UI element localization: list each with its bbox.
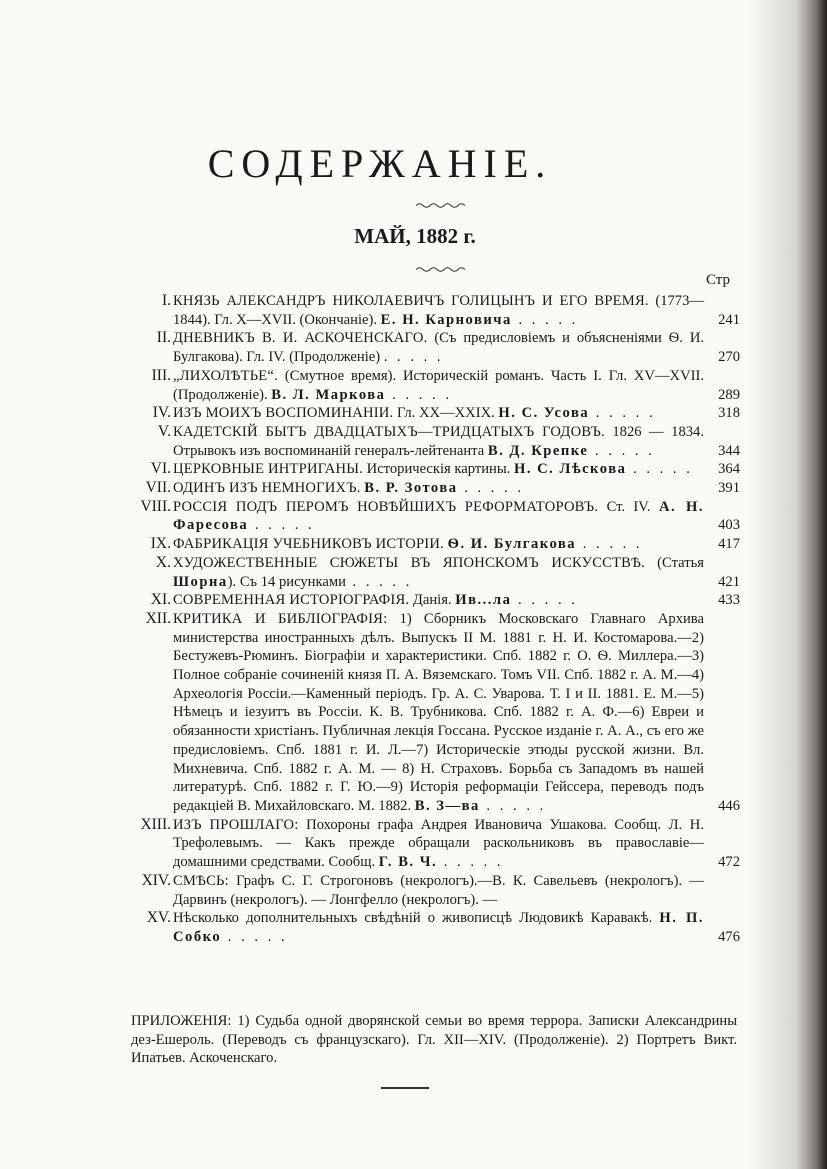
entry-text: 1826 — 1834. Отрывокъ изъ воспоминаній генералъ-лейтенанта xyxy=(173,423,704,459)
entry-title: КАДЕТСКІЙ БЫТЪ ДВАДЦАТЫХЪ—ТРИДЦАТЫХЪ ГОДОВЪ. xyxy=(173,423,605,440)
entry-page-number: 476 xyxy=(718,928,740,945)
leader-dots: . . . . . xyxy=(248,517,315,534)
entry-page-number: 289 xyxy=(718,386,740,403)
entry-text: ). Съ 14 рисунками xyxy=(227,573,346,590)
entry-title: ХУДОЖЕСТВЕННЫЕ СЮЖЕТЫ ВЪ ЯПОНСКОМЪ ИСКУССТВѢ. xyxy=(173,554,645,571)
entry-author: А. Н. Фаресова xyxy=(173,498,704,534)
entry-page-number: 403 xyxy=(718,517,740,534)
end-rule xyxy=(381,1087,429,1089)
leader-dots: . . . . . xyxy=(511,592,578,609)
table-of-contents xyxy=(126,292,740,947)
entry-number: XI. xyxy=(150,591,171,609)
entry-page-number: 241 xyxy=(718,311,740,328)
leader-dots: . . . . . xyxy=(626,461,693,478)
entry-number: IV. xyxy=(152,404,171,422)
entry-author: Ѳ. И. Булгакова xyxy=(447,536,577,553)
page-title: СОДЕРЖАНІЕ. xyxy=(207,141,553,186)
entry-title: ЦЕРКОВНЫЕ ИНТРИГАНЫ. xyxy=(173,461,363,478)
entry-number: X. xyxy=(155,553,171,571)
entry-number: VII. xyxy=(145,479,171,497)
entry-number: XIII. xyxy=(140,815,171,833)
entry-number: V. xyxy=(157,422,171,440)
entry-title: РОССІЯ ПОДЪ ПЕРОМЪ НОВѢЙШИХЪ РЕФОРМАТОРОВЪ. xyxy=(173,498,599,515)
entry-number: I. xyxy=(161,292,171,309)
toc-entry xyxy=(126,554,740,591)
leader-dots: . . . . . xyxy=(437,854,504,871)
leader-dots: . . . . . xyxy=(479,797,547,814)
leader-dots: . . . . . xyxy=(511,311,579,328)
toc-entry xyxy=(126,591,740,610)
page-column-label: Стр xyxy=(706,272,731,288)
entry-author: Н. С. Лѣскова xyxy=(513,461,627,478)
entry-author: В. Л. Маркова xyxy=(271,386,386,403)
entry-author: В. Д. Крепке xyxy=(487,442,589,459)
entry-text: Нѣсколько дополнительныхъ свѣдѣній о живописцѣ Людовикѣ Каравакѣ. xyxy=(173,910,660,927)
entry-text: (1773—1844). Гл. X—XVII. (Окончаніе). xyxy=(173,293,704,328)
entry-title: ИЗЪ ПРОШЛАГО: xyxy=(173,816,299,833)
toc-entry xyxy=(126,292,740,329)
entry-title: КНЯЗЬ АЛЕКСАНДРЪ НИКОЛАЕВИЧЪ ГОЛИЦЫНЪ И ЕГО ВРЕМЯ. xyxy=(173,293,649,309)
page-edge-shadow xyxy=(749,0,827,1169)
ornament-divider xyxy=(415,202,467,209)
toc-entry xyxy=(126,816,740,872)
entry-author: В. Р. Зотова xyxy=(364,480,458,497)
entry-author: Н. П. Собко xyxy=(173,910,704,945)
entry-text: Похороны графа Андрея Ивановича Ушакова. Сообщ. Л. Н. Трефолевымъ. — Какъ прежде обращали раскольниковъ въ православіе—домашними средствами. Сообщ. xyxy=(173,816,704,871)
entry-author: Е. Н. Карновича xyxy=(380,311,512,328)
entry-number: III. xyxy=(151,366,171,384)
entry-author: Г. В. Ч. xyxy=(378,854,438,871)
entry-page-number: 391 xyxy=(718,480,740,497)
entry-author: Н. С. Усова xyxy=(498,405,590,422)
entry-author: Шорна xyxy=(173,573,228,590)
toc-entry xyxy=(126,329,740,366)
entry-text: Графъ С. Г. Строгоновъ (некрологъ).—В. К. Савельевъ (некрологъ). — Дарвинъ (некрологъ). — Лонгфелло (некрологъ). — xyxy=(173,872,704,908)
leader-dots: . . . . . xyxy=(576,536,643,553)
entry-text: Историческія картины. xyxy=(363,461,514,478)
entry-title: ИЗЪ МОИХЪ ВОСПОМИНАНІИ. xyxy=(173,405,394,422)
entry-title: СМѢСЬ: xyxy=(173,872,229,889)
entry-number: IX. xyxy=(150,535,171,553)
entry-title: КРИТИКА И БИБЛІОГРАФІЯ: xyxy=(173,610,388,627)
issue-date: МАЙ, 1882 г. xyxy=(354,224,476,248)
entry-author: В. З—ва xyxy=(414,797,480,814)
entry-page-number: 472 xyxy=(718,854,740,871)
entry-page-number: 270 xyxy=(718,349,740,366)
entry-title: ДНЕВНИКЪ В. И. АСКОЧЕНСКАГО. xyxy=(173,330,428,347)
entry-title: ОДИНЪ ИЗЪ НЕМНОГИХЪ. xyxy=(173,480,361,497)
leader-dots: . . . . . xyxy=(385,386,452,403)
entry-text: 1) Сборникъ Московскаго Главнаго Архива министерства иностранныхъ дѣлъ. Выпускъ II М. 1881 г. Н. И. Костомарова.—2) Бестужевъ-Рюминъ. Біографіи и характеристики. Спб. 1882 г. О. Ѳ. Миллера.—3) Полное собраніе сочиненій князя П. А. Вяземскаго. Томъ VII. Спб. 1882 г. А. М.—4) Археологія Россіи.—Каменный періодъ. Гр. А. С. Уварова. Т. I и II. 1881. Е. М.—5) Нѣмецъ и іезуитъ въ Россіи. К. В. Трубникова. Спб. 1882 г. А. Ф.—6) Евреи и обязанности христіанъ. Публичная лекція Госсана. Русское изданіе г. А. А., съ его же предисловіемъ. Спб. 1881 г. И. Л.—7) Историческіе этюды русской жизни. Вл. Михневича. Спб. 1882 г. А. М. — 8) Н. Страховъ. Борьба съ Западомъ въ нашей литературѣ. Спб. 1882 г. Г. Ю.—9) Исторія реформаціи Гейссера, переводъ подъ редакціей В. Михайловскаго. М. 1882. xyxy=(173,610,704,814)
entry-number: XIV. xyxy=(141,871,171,889)
entry-number: XV. xyxy=(146,909,171,927)
entry-author: Ив...ла xyxy=(455,592,512,609)
leader-dots: . . . . . xyxy=(221,928,288,945)
entry-number: XII. xyxy=(145,609,171,627)
appendix-text: ПРИЛОЖЕНІЯ: 1) Судьба одной дворянской семьи во время террора. Записки Александрины дез-Ешероль. (Переводъ съ французскаго). Гл. XII—XIV. (Продолженіе). 2) Портретъ Викт. Ипатьев. Аскоченскаго. xyxy=(131,1013,737,1067)
leader-dots: . . . . . xyxy=(588,442,655,459)
entry-title: ФАБРИКАЦІЯ УЧЕБНИКОВЪ ИСТОРІИ. xyxy=(173,536,444,553)
leader-dots: . . . . . xyxy=(383,349,444,366)
toc-entry xyxy=(126,909,740,946)
entry-page-number: 421 xyxy=(718,573,740,590)
ornament-divider xyxy=(415,266,467,273)
entry-text: (Смутное время). Историческій романъ. Часть I. Гл. XV—XVII. (Продолженіе). xyxy=(173,367,704,403)
entry-text: (Съ предисловіемъ и объясненіями Ѳ. И. Булгакова). Гл. IV. (Продолженіе) xyxy=(173,330,705,366)
entry-text: Гл. XX—XXIX. xyxy=(393,405,499,422)
toc-entry xyxy=(126,404,740,423)
entry-title: „ЛИХОЛѢТЬЕ“. xyxy=(173,367,278,384)
toc-entry xyxy=(126,423,740,460)
toc-entry xyxy=(126,498,740,535)
entry-page-number: 318 xyxy=(718,405,740,422)
entry-number: VI. xyxy=(150,460,171,478)
entry-page-number: 433 xyxy=(718,592,740,609)
toc-entry xyxy=(126,535,740,554)
entry-page-number: 446 xyxy=(718,797,740,814)
entry-number: VIII. xyxy=(140,497,171,515)
entry-page-number: 417 xyxy=(718,536,740,553)
toc-entry xyxy=(126,610,740,816)
leader-dots: . . . . . xyxy=(345,573,413,590)
leader-dots: . . . . . xyxy=(589,405,656,422)
entry-text: Данія. xyxy=(409,592,456,609)
entry-number: II. xyxy=(156,329,171,347)
toc-entry xyxy=(126,872,740,909)
toc-entry xyxy=(126,479,740,498)
toc-entry xyxy=(126,460,740,479)
entry-title: СОВРЕМЕННАЯ ИСТОРІОГРАФІЯ. xyxy=(173,592,410,609)
entry-text: (Статья xyxy=(644,554,704,571)
entry-text: Ст. IV. xyxy=(598,498,659,515)
toc-entry xyxy=(126,367,740,404)
entry-page-number: 364 xyxy=(718,461,740,478)
entry-page-number: 344 xyxy=(718,442,740,459)
leader-dots: . . . . . xyxy=(457,480,525,497)
